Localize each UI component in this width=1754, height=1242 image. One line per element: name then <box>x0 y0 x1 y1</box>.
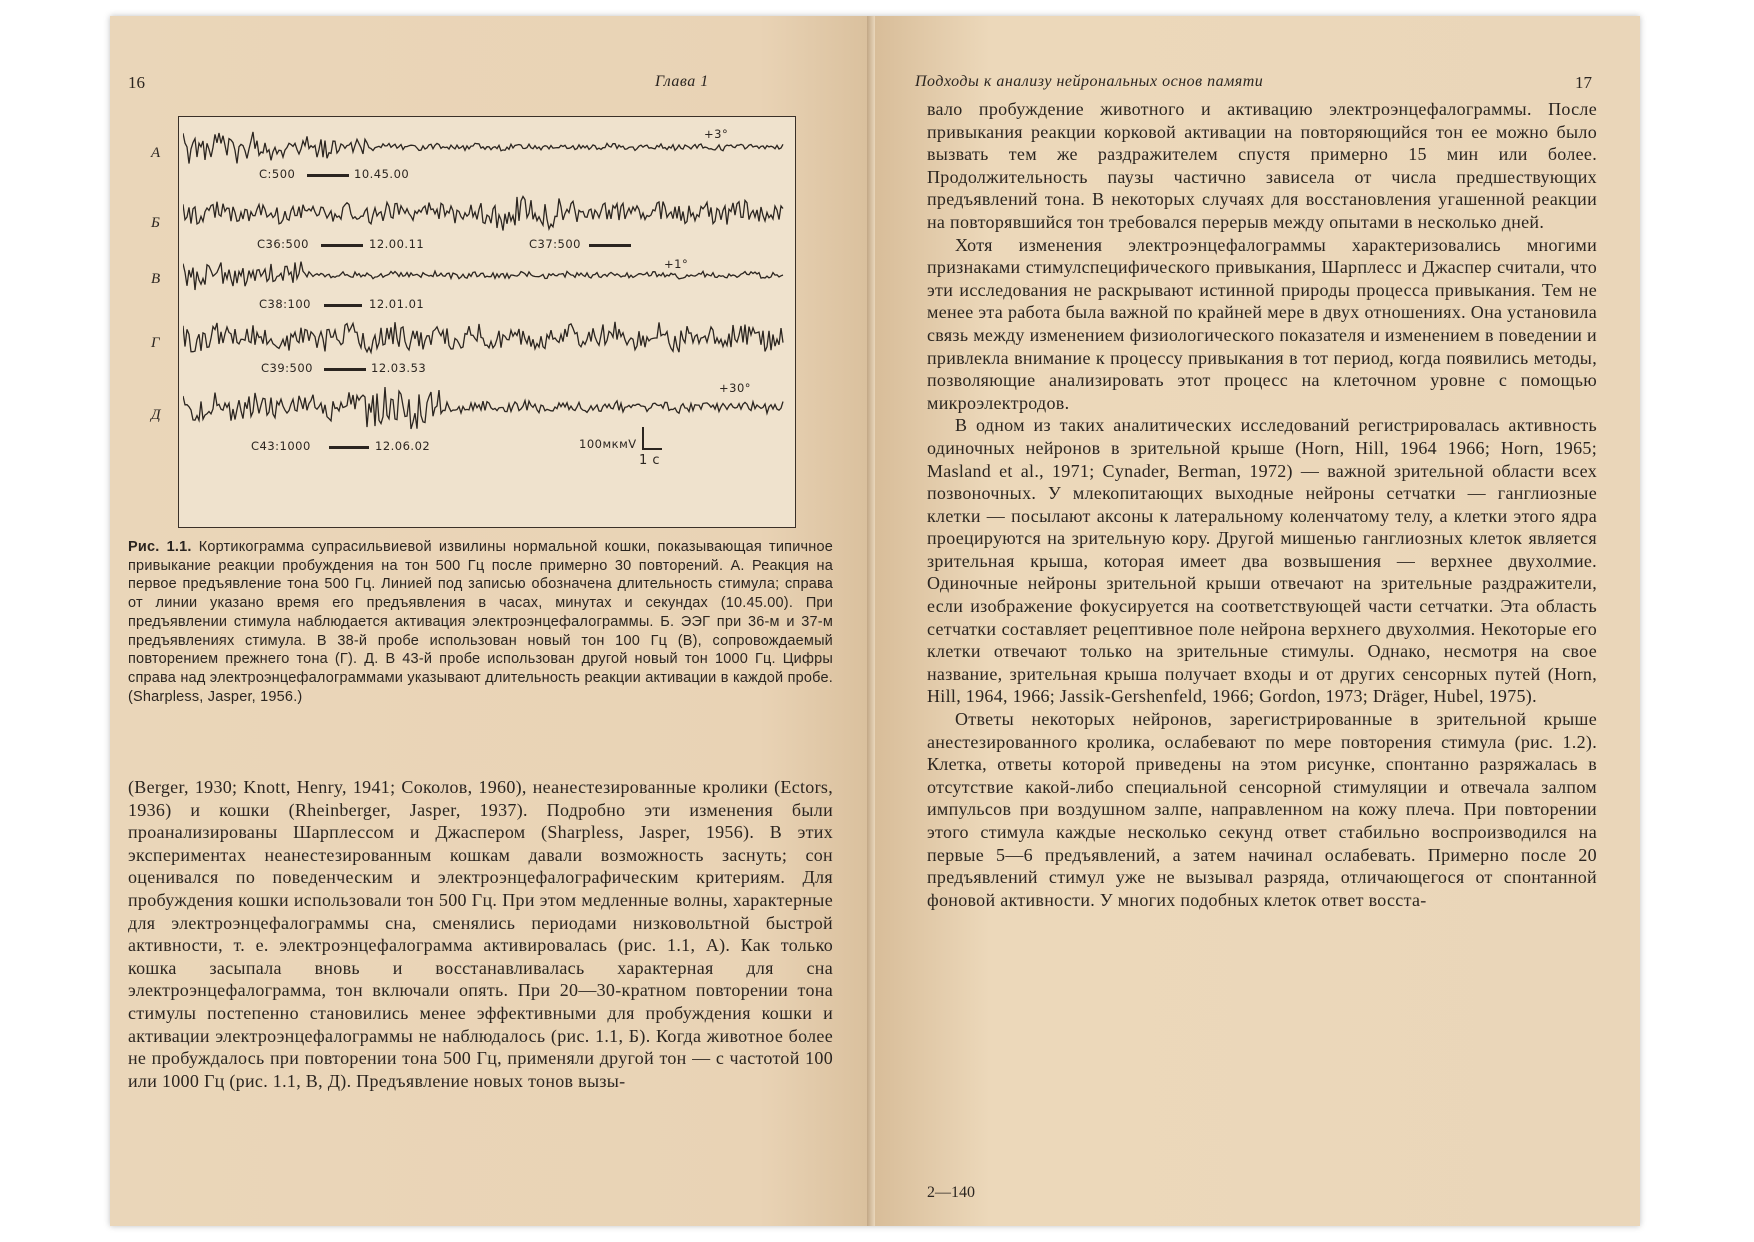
right-page <box>875 16 1640 1226</box>
paragraph: Ответы некоторых нейронов, зарегистрированные в зрительной крыше анестезированного кролика, ослабевают по мере повторения стимула (рис. 1.2). Клетка, ответы которой приведены на этом рисунке, спонтанно разряжалась в отсутствие какой-либо специальной сенсорной стимуляции и отвечала залпом импульсов при воздушном залпе, направленном на кожу плеча. При повторении этого стимула каждые несколько секунд ответ стабильно воспроизводился на первые 5—6 предъявлений, а затем начинал ослабевать. Примерно после 20 предъявлений стимул уже не вызывал разряда, отличающегося от спонтанной фоновой активности. У многих подобных клеток ответ восста- <box>927 709 1597 910</box>
paragraph-continuation: вало пробуждение животного и активацию электроэнцефалограммы. После привыкания реакции корковой активации на повторяющийся тон ее можно было вызвать тем же раздражителем спустя примерно 15 мин или более. Продолжительность паузы частично зависела от числа предшествующих предъявлений тона. В некоторых случаях для восстановления угашенной реакции на повторявшийся тон требовался перерыв между опытами в несколько дней. <box>927 99 1597 232</box>
figure-caption <box>128 538 833 706</box>
trace-label: Б <box>151 215 160 231</box>
right-page-number: 17 <box>1575 73 1592 92</box>
stim-time: 12.00.11 <box>369 237 425 251</box>
right-body-text <box>927 98 1597 911</box>
eeg-waveform <box>183 322 783 353</box>
stim-time: 12.06.02 <box>375 439 431 453</box>
left-paragraph: (Berger, 1930; Knott, Henry, 1941; Соколов, 1960), неанестезированные кролики (Ectors, 1936) и кошки (Rheinberger, Jasper, 1937). Подробно эти изменения были проанализированы Шарплессом и Джаспером (Sharpless, Jasper, 1956). В этих экспериментах неанестезированным кошкам давали возможность заснуть; сон оценивался по поведенческим и электроэнцефалографическим критериям. Для пробуждения кошки использовали тон 500 Гц. При этом медленные волны, характерные для электроэнцефалограммы сна, сменялись периодами низковольтной быстрой активности, т. е. электроэнцефалограмма активировалась (рис. 1.1, А). Как только кошка засыпала вновь и восстанавливалась характерная для сна электроэнцефалограмма, тон включали опять. При 20—30-кратном повторении тона стимулы постепенно становились менее эффективными для пробуждения кошки и активации электроэнцефалограммы не наблюдалось (рис. 1.1, Б). Когда животное более не пробуждалось при повторении тона 500 Гц, применяли другой тон — с частотой 100 или 1000 Гц (рис. 1.1, В, Д). Предъявление новых тонов вызы- <box>128 777 833 1091</box>
response-duration: +3° <box>704 127 729 141</box>
scale-voltage: 100мкмV <box>579 437 637 451</box>
stim-time: 10.45.00 <box>354 167 410 181</box>
stimulus-bar <box>329 446 369 449</box>
paragraph: Хотя изменения электроэнцефалограммы характеризовались многими признаками стимулспецифического привыкания, Шарплесс и Джаспер считали, что эти исследования не раскрывают истинной природы процесса привыкания. Тем не менее эта работа была важной по крайней мере в двух отношениях. Она установила связь между изменением физиологического показателя и изменением в поведении и привлекла внимание к процессу привыкания в тот период, когда появились методы, позволяющие анализировать этот процесс на клеточном уровне с помощью микроэлектродов. <box>927 234 1597 413</box>
signature-mark: 2—140 <box>927 1184 975 1201</box>
paragraph: В одном из таких аналитических исследований регистрировалась активность одиночных нейронов в зрительной крыше (Horn, Hill, 1964 1966; Horn, 1965; Masland et al., 1971; Cynader, Berman, 1972) — важной зрительной области всех позвоночных. У млекопитающих выходные нейроны сетчатки — ганглиозные клетки — посылают аксоны к латеральному коленчатому телу, а клетки этого ядра проецируются на зрительную кору. Другой мишенью ганглиозных клеток является зрительная крыша, которая имеет два возвышения — верхнее двухолмие. Одиночные нейроны зрительной крыши отвечают на зрительные раздражители, если изображение фокусируется на соответствующей части сетчатки. Эта область сетчатки составляет рецептивное поле нейрона верхнего двухолмия. Некоторые его клетки отвечают только на зрительные стимулы. Однако, несмотря на свое название, зрительная крыша получает входы и от других сенсорных путей (Horn, Hill, 1964, 1966; Jassik-Gershenfeld, 1966; Gordon, 1973; Dräger, Hubel, 1975). <box>927 415 1597 707</box>
stim-label: C39:500 <box>261 361 313 375</box>
left-page-number: 16 <box>128 73 145 92</box>
left-body-text <box>128 776 833 1092</box>
scale-bar-horizontal <box>642 448 662 450</box>
trace-label: Г <box>151 335 160 351</box>
stim-label: C43:1000 <box>251 439 311 453</box>
stim-label-2: C37:500 <box>529 237 581 251</box>
caption-text: Кортикограмма супрасильвиевой извилины нормальной кошки, показывающая типичное привыкание реакции пробуждения на тон 500 Гц после примерно 30 повторений. А. Реакция на первое предъявление тона 500 Гц. Линией под записью обозначена длительность стимула; справа от линии указано время его предъявления в часах, минутах и секундах (10.45.00). При предъявлении стимула наблюдается активация электроэнцефалограммы. Б. ЭЭГ при 36-м и 37-м предъявлениях стимула. В 38-й пробе использован новый тон 100 Гц (В), сопровождаемый повторением прежнего тона (Г). Д. В 43-й пробе использован другой новый тон 1000 Гц. Цифры справа над электроэнцефалограммами указывают длительность реакции активации в каждой пробе. (Sharpless, Jasper, 1956.) <box>128 539 833 705</box>
stim-time: 12.01.01 <box>369 297 425 311</box>
eeg-waveform <box>183 387 783 429</box>
stim-time: 12.03.53 <box>371 361 427 375</box>
caption-lead: Рис. 1.1. <box>128 539 192 555</box>
stimulus-bar <box>589 244 631 247</box>
eeg-waveform <box>183 197 783 231</box>
stim-label: C38:100 <box>259 297 311 311</box>
book-spread <box>110 16 1640 1226</box>
trace-label: А <box>151 145 161 161</box>
response-duration: +30° <box>719 381 752 395</box>
scale-time: 1 с <box>639 453 661 468</box>
eeg-waveform <box>183 132 783 164</box>
left-page <box>110 16 875 1226</box>
response-duration: +1° <box>664 257 689 271</box>
left-running-head: Глава 1 <box>655 73 709 90</box>
stimulus-bar <box>321 244 363 247</box>
stimulus-bar <box>324 304 362 307</box>
trace-label: Д <box>151 407 161 423</box>
stim-label: C36:500 <box>257 237 309 251</box>
scale-bar-vertical <box>642 427 644 449</box>
stimulus-bar <box>324 368 366 371</box>
eeg-figure <box>151 116 796 528</box>
trace-label: В <box>151 271 161 287</box>
stim-label: C:500 <box>259 167 296 181</box>
stimulus-bar <box>307 174 349 177</box>
eeg-waveform <box>183 262 783 290</box>
right-running-head: Подходы к анализу нейрональных основ памяти <box>915 73 1264 90</box>
